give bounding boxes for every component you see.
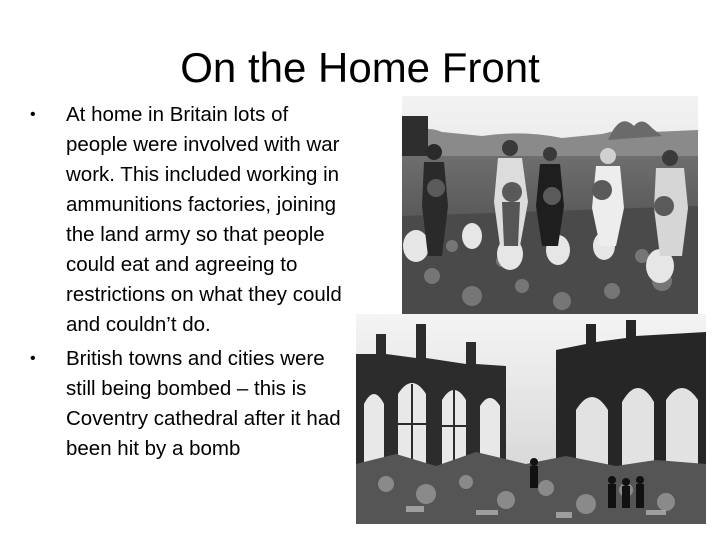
- bullet-text: At home in Britain lots of people were involved with war work. This included working in ammunitions factories, joining the land army so that people could eat and agreeing to restrictions on what they could and couldn’t do.: [66, 103, 342, 336]
- land-army-photo: [402, 96, 698, 314]
- coventry-cathedral-photo: [356, 314, 706, 524]
- bullet-dot-icon: •: [30, 350, 36, 367]
- bullet-item: [30, 100, 348, 340]
- bullet-item: [30, 344, 348, 464]
- bullet-text: British towns and cities were still being bombed – this is Coventry cathedral after it had been hit by a bomb: [66, 347, 341, 460]
- bullet-dot-icon: •: [30, 106, 36, 123]
- bullet-list: [30, 100, 348, 468]
- slide-title: On the Home Front: [180, 44, 540, 91]
